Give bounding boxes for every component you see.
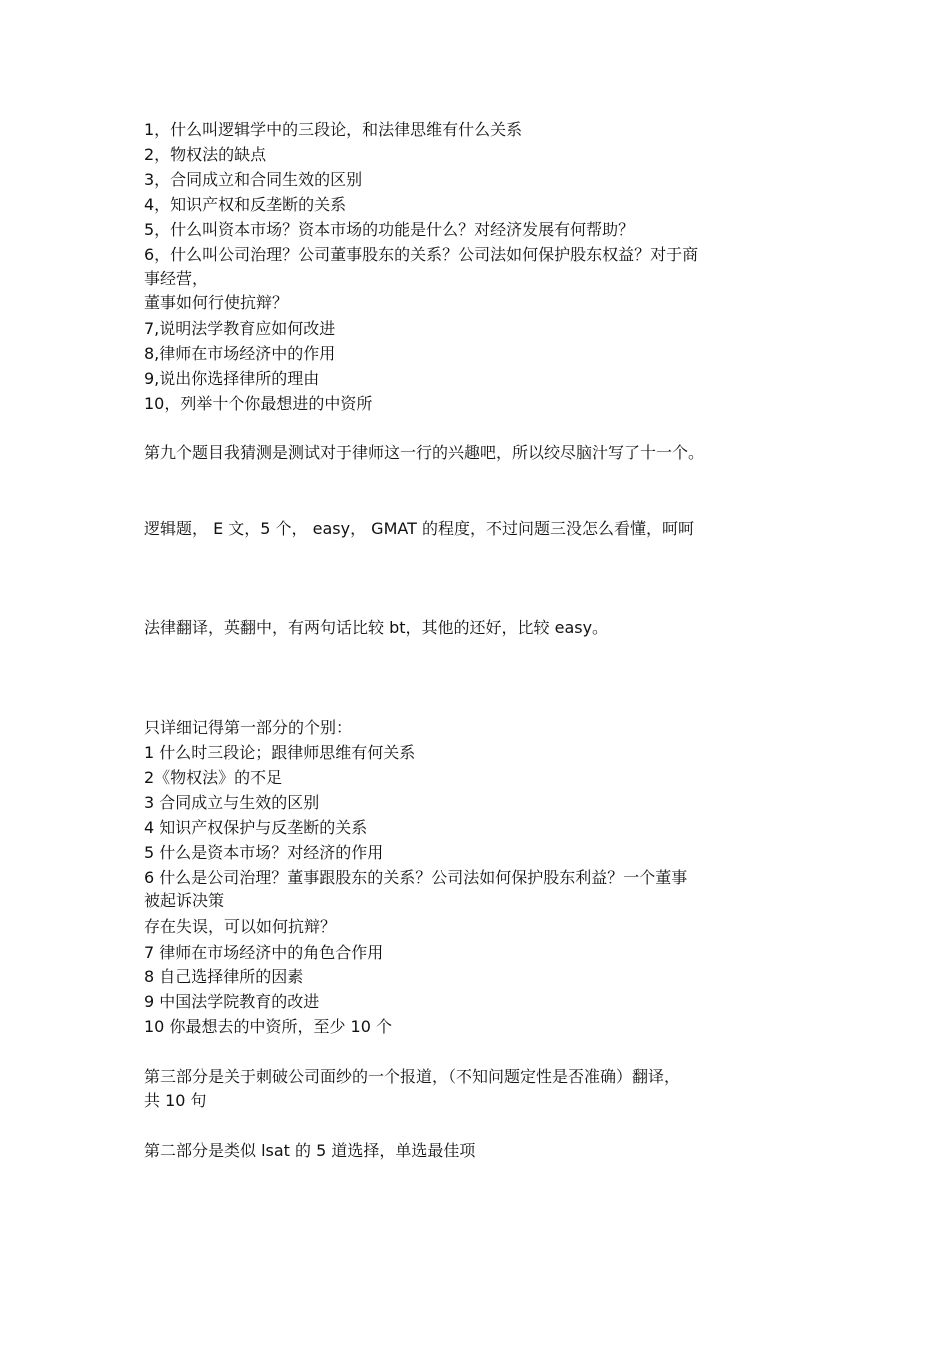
question-4: 4，知识产权和反垄断的关系 — [144, 195, 347, 214]
recall-item-4: 4 知识产权保护与反垄断的关系 — [144, 818, 368, 837]
part3-note-cont: 共 10 句 — [144, 1091, 207, 1110]
recall-item-6-cont2: 存在失误，可以如何抗辩？ — [144, 917, 337, 936]
question-2: 2，物权法的缺点 — [144, 145, 267, 164]
recall-item-10: 10 你最想去的中资所，至少 10 个 — [144, 1017, 392, 1036]
question-7: 7,说明法学教育应如何改进 — [144, 319, 336, 338]
question-6-cont2: 董事如何行使抗辩？ — [144, 293, 289, 312]
recall-item-2: 2《物权法》的不足 — [144, 768, 283, 787]
question-10: 10，列举十个你最想进的中资所 — [144, 394, 373, 413]
translation-note: 法律翻译，英翻中，有两句话比较 bt，其他的还好，比较 easy。 — [144, 618, 609, 637]
question-6: 6，什么叫公司治理？公司董事股东的关系？公司法如何保护股东权益？对于商 — [144, 245, 699, 264]
question-5: 5，什么叫资本市场？资本市场的功能是什么？对经济发展有何帮助？ — [144, 220, 635, 239]
part2-note: 第二部分是类似 lsat 的 5 道选择，单选最佳项 — [144, 1141, 476, 1160]
logic-note: 逻辑题， E 文，5 个， easy， GMAT 的程度，不过问题三没怎么看懂，呵呵 — [144, 519, 694, 538]
recall-intro: 只详细记得第一部分的个别： — [144, 718, 353, 737]
question-8: 8,律师在市场经济中的作用 — [144, 344, 336, 363]
question-9: 9,说出你选择律所的理由 — [144, 369, 320, 388]
recall-item-3: 3 合同成立与生效的区别 — [144, 793, 320, 812]
question-1: 1，什么叫逻辑学中的三段论，和法律思维有什么关系 — [144, 120, 523, 139]
recall-item-8: 8 自己选择律所的因素 — [144, 967, 304, 986]
recall-item-6-cont: 被起诉决策 — [144, 891, 225, 910]
recall-item-6: 6 什么是公司治理？董事跟股东的关系？公司法如何保护股东利益？一个董事 — [144, 868, 688, 887]
guess-note: 第九个题目我猜测是测试对于律师这一行的兴趣吧，所以绞尽脑汁写了十一个。 — [144, 443, 705, 462]
recall-item-1: 1 什么时三段论；跟律师思维有何关系 — [144, 743, 416, 762]
question-3: 3，合同成立和合同生效的区别 — [144, 170, 363, 189]
recall-item-9: 9 中国法学院教育的改进 — [144, 992, 320, 1011]
part3-note: 第三部分是关于刺破公司面纱的一个报道，（不知问题定性是否准确）翻译， — [144, 1067, 681, 1086]
question-6-cont: 事经营， — [144, 269, 209, 288]
recall-item-5: 5 什么是资本市场？对经济的作用 — [144, 843, 384, 862]
recall-item-7: 7 律师在市场经济中的角色合作用 — [144, 943, 384, 962]
